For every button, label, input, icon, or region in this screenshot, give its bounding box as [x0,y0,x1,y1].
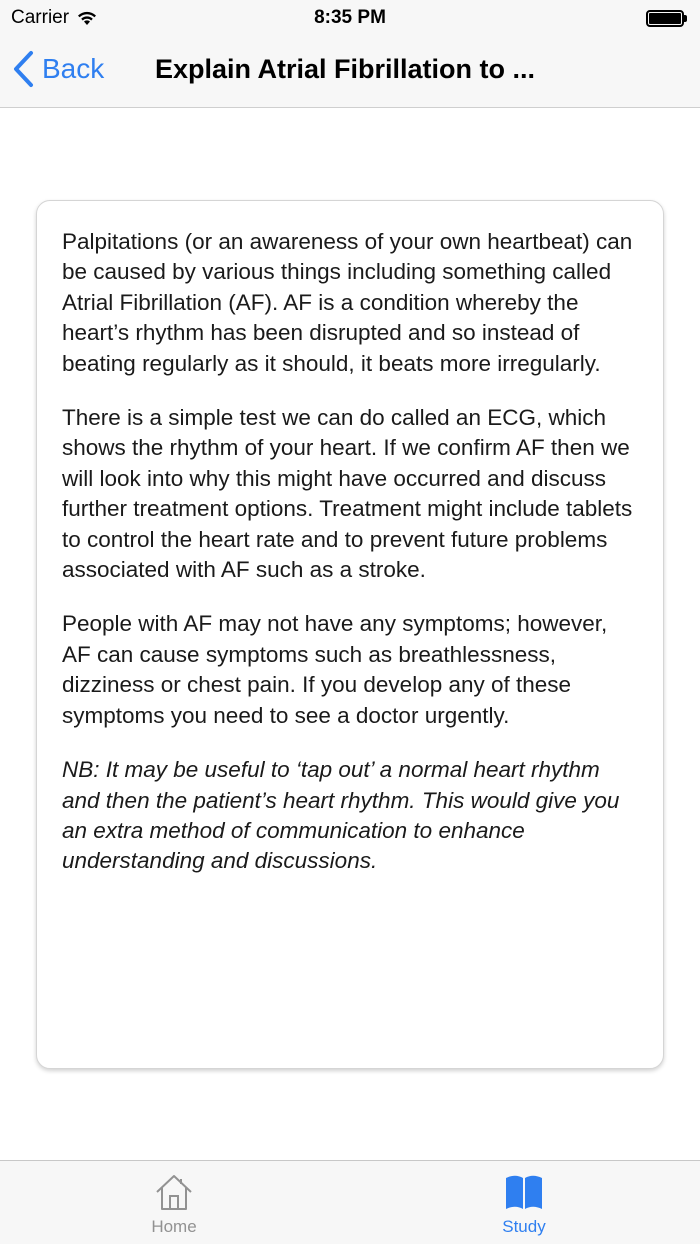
home-icon [154,1173,194,1211]
status-bar [0,0,700,38]
chevron-left-icon [12,50,34,88]
navigation-bar [0,38,700,108]
paragraph-2: There is a simple test we can do called an ECG, which shows the rhythm of your heart. If we confirm AF then we will look into why this might have occurred and discuss further treatment options. Treatment might include tablets to control the heart rate and to prevent future problems associated with AF such as a stroke. [62,405,633,583]
paragraph-3: People with AF may not have any symptoms; however, AF can cause symptoms such as breathlessness, dizziness or chest pain. If you develop any of these symptoms you need to see a doctor urgently. [62,611,608,728]
tab-study-label: Study [502,1217,546,1236]
back-label: Back [42,53,105,84]
battery-icon [646,10,688,27]
tab-study[interactable] [464,1173,584,1237]
tab-home[interactable] [114,1173,234,1237]
page-title: Explain Atrial Fibrillation to ... [155,54,536,84]
tab-home-label: Home [151,1217,197,1236]
tab-bar [0,1160,700,1244]
content-area[interactable] [0,109,700,1160]
carrier-label: Carrier [11,7,70,28]
book-icon [504,1173,544,1211]
note-paragraph: NB: It may be useful to ‘tap out’ a normal heart rhythm and then the patient’s heart rhythm. This would give you an extra method of communication to enhance understanding and discussions. [62,757,620,874]
back-button[interactable] [12,50,104,88]
explanation-card [36,200,664,1069]
paragraph-1: Palpitations (or an awareness of your own heartbeat) can be caused by various things including something called Atrial Fibrillation (AF). AF is a condition whereby the heart’s rhythm has been disrupted and so instead of beating regularly as it should, it beats more irregularly. [62,229,633,376]
status-time: 8:35 PM [314,7,386,28]
